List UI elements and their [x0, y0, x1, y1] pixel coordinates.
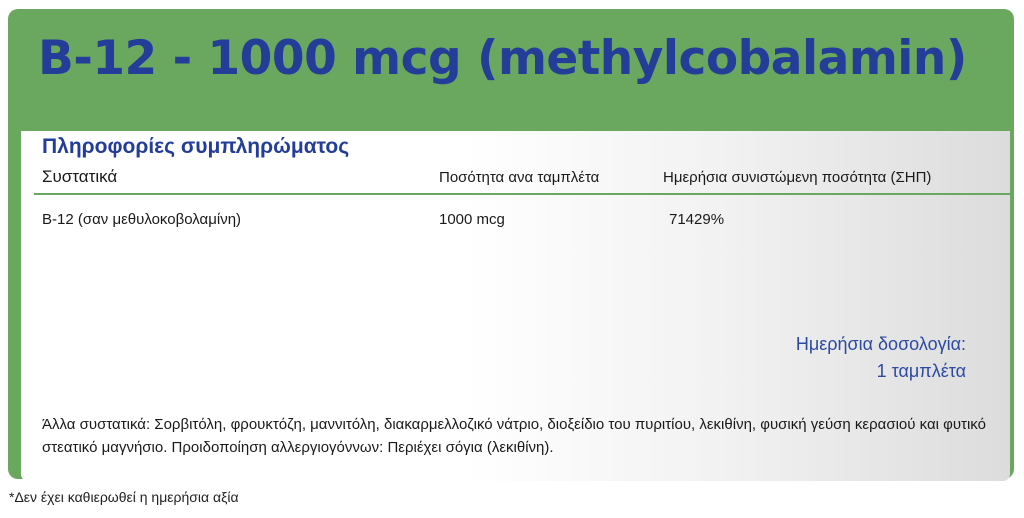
section-title: Πληροφορίες συμπληρώματος — [42, 135, 350, 158]
column-header-amount: Ποσότητα ανα ταμπλέτα — [439, 169, 600, 186]
row-amount: 1000 mcg — [439, 211, 505, 228]
header-divider — [34, 193, 1010, 195]
dosage-value: 1 ταμπλέτα — [876, 361, 966, 381]
supplement-label-panel — [8, 9, 1014, 479]
other-ingredients-text: Άλλα συστατικά: Σορβιτόλη, φρουκτόζη, μαννιτόλη, διακαρμελλοζικό νάτριο, διοξείδιο του πυριτίου, λεκιθίνη, φυσική γεύση κερασιού και φυτικό στεατικό μαγνήσιο. Προιδοποίηση αλλεργιογόννων: Περιέχει σόγια (λεκιθίνη). — [42, 416, 986, 456]
column-header-ingredients: Συστατικά — [42, 167, 118, 186]
dosage-label: Ημερήσια δοσολογία: — [795, 334, 966, 354]
supplement-facts-box — [21, 131, 1010, 481]
daily-dosage — [796, 331, 966, 385]
row-rdi: 71429% — [669, 211, 725, 228]
footnote: *Δεν έχει καθιερωθεί η ημερήσια αξία — [9, 489, 239, 505]
column-header-rdi: Ημερήσια συνιστώμενη ποσότητα (ΣΗΠ) — [663, 169, 932, 186]
row-ingredient: B-12 (σαν μεθυλοκοβολαμίνη) — [42, 211, 242, 228]
product-title: B-12 - 1000 mcg (methylcobalamin) — [38, 31, 967, 86]
